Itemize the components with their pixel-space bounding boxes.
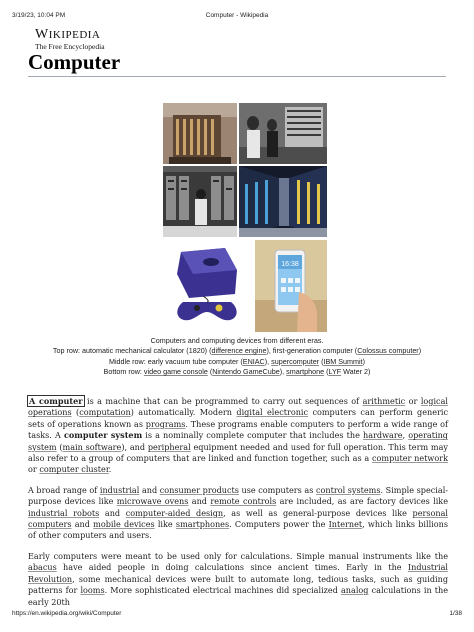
article-link[interactable]: arithmetic <box>362 396 406 406</box>
caption-text: Water 2) <box>341 367 371 377</box>
article-text: ( <box>56 441 63 452</box>
print-url: https://en.wikipedia.org/wiki/Computer <box>12 610 122 617</box>
link-lyf[interactable]: LYF <box>328 367 342 377</box>
article-link[interactable]: analog <box>340 585 369 596</box>
infobox-figure[interactable] <box>160 100 330 336</box>
paragraph-2 <box>28 485 448 542</box>
article-text: ( <box>71 407 80 418</box>
caption-text: ), <box>279 367 287 377</box>
caption-text: ), first-generation computer ( <box>266 346 358 356</box>
wikipedia-logo[interactable] <box>35 27 105 51</box>
article-text: ), and <box>121 441 148 452</box>
article-link[interactable]: remote controls <box>210 496 277 507</box>
print-page-title: Computer - Wikipedia <box>205 12 269 19</box>
link-smartphone[interactable]: smartphone <box>286 367 325 377</box>
article-link[interactable]: Industrial Revolution <box>28 562 448 584</box>
article-link[interactable]: digital electronic <box>236 407 309 418</box>
caption-line-1: Computers and computing devices from different eras. <box>150 336 324 345</box>
article-link[interactable]: computation <box>79 407 131 418</box>
article-link[interactable]: microwave ovens <box>116 496 189 507</box>
article-text: , some mechanical devices were built to automate long, tedious tasks, such as guiding patterns for <box>28 573 448 596</box>
caption-line-4 <box>28 367 446 377</box>
article-text: A broad range of <box>28 484 100 495</box>
wikipedia-wordmark <box>35 27 105 43</box>
print-footer <box>12 610 462 620</box>
ibm-summit-photo[interactable] <box>239 166 327 237</box>
article-text: like <box>154 519 176 530</box>
article-text: and <box>71 519 94 530</box>
link-colossus-computer[interactable]: Colossus computer <box>357 346 419 356</box>
print-header <box>12 12 462 22</box>
figure-caption <box>28 336 446 378</box>
article-link[interactable]: computer cluster <box>39 464 109 475</box>
article-text: is a machine that can be programmed to carry out sequences of <box>83 396 363 406</box>
article-link[interactable]: computer network <box>372 453 448 464</box>
article-text: use computers as <box>238 484 316 495</box>
article-link[interactable]: main software <box>62 441 122 452</box>
article-link[interactable]: operating system <box>28 430 448 452</box>
article-text: equipment needed and used for full operation. This term may also refer to a group of computers that are linked and function together, such as a <box>28 441 448 464</box>
article-link[interactable]: smartphones <box>175 519 230 530</box>
article-text: computers can perform generic sets of operations known as <box>28 407 449 429</box>
article-link[interactable]: Internet <box>328 519 363 530</box>
article-link[interactable]: hardware <box>363 430 403 441</box>
article-text: , as well as general-purpose devices like <box>223 507 413 518</box>
caption-text: ( <box>324 367 329 377</box>
article-text: are included, as are factory devices like <box>276 496 448 507</box>
difference-engine-photo[interactable] <box>163 103 237 164</box>
paragraph-3 <box>28 551 448 608</box>
article-text: , <box>402 430 409 441</box>
wordmark-rest: IKIPEDIA <box>48 29 101 41</box>
article-text: or <box>28 464 40 475</box>
link-eniac[interactable]: ENIAC <box>242 356 265 366</box>
paragraph-1 <box>28 396 448 476</box>
title-divider <box>28 76 446 77</box>
article-link[interactable]: personal computers <box>28 507 449 530</box>
article-text: and <box>99 507 126 518</box>
caption-text: ( <box>207 367 213 377</box>
wordmark-initial: W <box>35 27 49 42</box>
article-link[interactable]: control systems <box>315 484 381 495</box>
link-nintendo-gamecube[interactable]: Nintendo GameCube <box>212 367 280 377</box>
caption-line-2 <box>28 346 446 356</box>
article-link[interactable]: consumer products <box>159 484 239 495</box>
colossus-photo[interactable] <box>239 103 327 164</box>
caption-text: ( <box>319 356 324 366</box>
article-body <box>28 396 448 617</box>
article-text: . <box>108 464 112 475</box>
link-supercomputer[interactable]: supercomputer <box>271 356 320 366</box>
article-link[interactable]: mobile devices <box>93 519 155 530</box>
page-title: Computer <box>28 50 121 74</box>
article-text: ) automatically. Modern <box>130 407 237 418</box>
article-text: or <box>405 396 421 406</box>
article-link[interactable]: looms <box>80 585 105 596</box>
bold-term: computer system <box>63 430 143 441</box>
caption-text: ), <box>264 356 272 366</box>
article-text: and <box>139 484 160 495</box>
caption-text: ) <box>362 356 366 366</box>
caption-text: Top row: automatic mechanical calculator (1820) ( <box>52 346 212 356</box>
article-link[interactable]: abacus <box>28 562 57 573</box>
print-page-number: 1/38 <box>449 610 462 617</box>
article-text: . These programs enable computers to perform a wide range of tasks. A <box>28 418 448 441</box>
link-video-game-console[interactable]: video game console <box>143 367 208 377</box>
gamecube-photo[interactable] <box>163 240 253 332</box>
article-text: Early computers were meant to be used only for calculations. Simple manual instruments like the <box>28 550 448 561</box>
caption-line-3 <box>28 357 446 367</box>
article-text: , which links billions of other computers and users. <box>28 519 448 541</box>
eniac-photo[interactable] <box>163 166 237 237</box>
link-difference-engine[interactable]: difference engine <box>211 346 267 356</box>
caption-text: Bottom row: <box>103 367 144 377</box>
article-link[interactable]: logical operations <box>28 396 448 418</box>
article-link[interactable]: programs <box>145 418 186 429</box>
article-text: . Simple special-purpose devices like <box>28 484 449 507</box>
article-text: is a nominally complete computer that includes the <box>142 430 363 441</box>
highlighted-term: A computer <box>29 396 83 406</box>
article-link[interactable]: industrial <box>99 484 140 495</box>
caption-text: Middle row: early vacuum tube computer ( <box>108 356 243 366</box>
article-text: calculations in the early 20th <box>28 585 448 607</box>
link-ibm-summit[interactable]: IBM Summit <box>323 356 363 366</box>
article-text: . More sophisticated electrical machines did specialized <box>104 585 341 596</box>
wikipedia-tagline: The Free Encyclopedia <box>35 42 105 51</box>
caption-text: ) <box>418 346 422 356</box>
article-text: . Computers power the <box>229 519 329 530</box>
article-link[interactable]: computer-aided design <box>125 507 224 518</box>
smartphone-photo[interactable] <box>255 240 327 332</box>
article-text: have aided people in doing calculations since ancient times. Early in the <box>56 562 408 573</box>
svg-text:16:38: 16:38 <box>281 261 299 268</box>
article-link[interactable]: peripheral <box>147 441 191 452</box>
article-link[interactable]: industrial robots <box>28 507 100 518</box>
article-text: and <box>188 496 211 507</box>
print-date: 3/19/23, 10:04 PM <box>12 12 66 19</box>
